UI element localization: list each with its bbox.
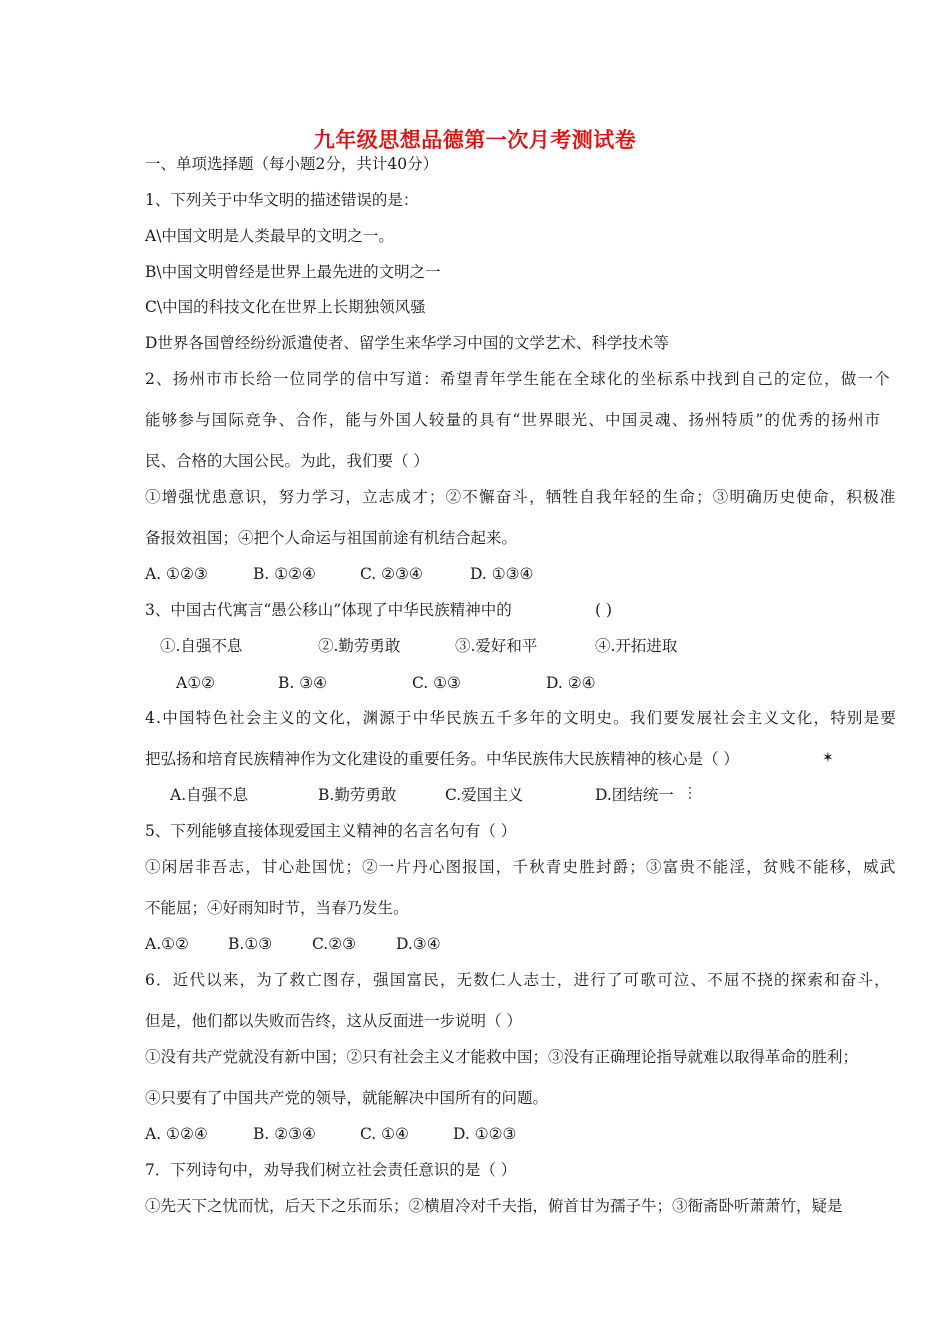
- q5-option-d: D.③④: [396, 935, 441, 953]
- q5-option-a: A.①②: [145, 935, 189, 953]
- q6-line-1: 6．近代以来，为了救亡图存，强国富民，无数仁人志士，进行了可歌可泣、不屈不挠的探索和奋斗，: [145, 971, 891, 989]
- q2-line-2: 能够参与国际竞争、合作，能与外国人较量的具有“世界眼光、中国灵魂、扬州特质”的优秀的扬州市: [145, 411, 882, 429]
- q3-stem: 3、中国古代寓言“愚公移山”体现了中华民族精神中的: [145, 601, 512, 619]
- q3-option-c: C. ①③: [412, 674, 461, 692]
- q3-item-1: ①.自强不息: [160, 637, 243, 655]
- q5-line-1: ①闲居非吾志，甘心赴国忧；②一片丹心图报国，千秋青史胜封爵；③富贵不能淫，贫贱不能移，威武: [145, 858, 897, 876]
- q4-option-c: C.爱国主义: [445, 786, 524, 804]
- stray-mark-icon: ✶: [822, 750, 834, 766]
- q3-item-3: ③.爱好和平: [455, 637, 538, 655]
- q4-line-1: 4.中国特色社会主义的文化，渊源于中华民族五千多年的文明史。我们要发展社会主义文化，特别是要: [145, 709, 897, 727]
- q3-option-d: D. ②④: [546, 674, 596, 692]
- q4-option-a: A.自强不息: [170, 786, 249, 804]
- q2-line-5: 备报效祖国；④把个人命运与祖国前途有机结合起来。: [145, 529, 518, 547]
- q6-line-2: 但是，他们都以失败而告终，这从反面进一步说明（ ）: [145, 1012, 522, 1030]
- section-heading: 一、单项选择题（每小题2分，共计40分）: [145, 155, 439, 173]
- q2-option-b: B. ①②④: [253, 565, 316, 583]
- q2-line-3: 民、合格的大国公民。为此，我们要（ ）: [145, 452, 429, 470]
- q6-option-a: A. ①②④: [145, 1125, 208, 1143]
- q5-option-b: B.①③: [228, 935, 273, 953]
- q2-option-a: A. ①②③: [145, 565, 208, 583]
- q7-stem: 7．下列诗句中，劝导我们树立社会责任意识的是（ ）: [145, 1161, 517, 1179]
- q3-item-4: ④.开拓进取: [595, 637, 678, 655]
- q1-option-a: A\中国文明是人类最早的文明之一。: [145, 227, 394, 245]
- q6-line-3: ①没有共产党就没有新中国；②只有社会主义才能救中国；③没有正确理论指导就难以取得革命的胜利；: [145, 1048, 859, 1066]
- q1-option-d: D世界各国曾经纷纷派遣使者、留学生来华学习中国的文学艺术、科学技术等: [145, 334, 669, 352]
- q5-option-c: C.②③: [312, 935, 357, 953]
- stray-dots-icon: ⋮: [683, 785, 697, 801]
- q6-option-d: D. ①②③: [453, 1125, 517, 1143]
- q6-option-c: C. ①④: [360, 1125, 409, 1143]
- q4-line-2: 把弘扬和培育民族精神作为文化建设的重要任务。中华民族伟大民族精神的核心是（ ）: [145, 750, 739, 768]
- exam-title: 九年级思想品德第一次月考测试卷: [313, 127, 637, 152]
- q2-line-1: 2、扬州市市长给一位同学的信中写道：希望青年学生能在全球化的坐标系中找到自己的定位，做一个: [145, 370, 891, 388]
- q3-answer-paren: ( ): [595, 601, 613, 619]
- q2-option-c: C. ②③④: [360, 565, 423, 583]
- q6-line-4: ④只要有了中国共产党的领导，就能解决中国所有的问题。: [145, 1089, 549, 1107]
- q1-option-c: C\中国的科技文化在世界上长期独领风骚: [145, 298, 426, 316]
- q2-option-d: D. ①③④: [470, 565, 534, 583]
- q4-option-b: B.勤劳勇敢: [318, 786, 397, 804]
- q4-option-d: D.团结统一: [595, 786, 674, 804]
- q2-line-4: ①增强忧患意识，努力学习，立志成才；②不懈奋斗，牺牲自我年轻的生命；③明确历史使命，积极准: [145, 488, 897, 506]
- q3-option-a: A①②: [176, 674, 215, 692]
- q6-option-b: B. ②③④: [253, 1125, 316, 1143]
- q1-stem: 1、下列关于中华文明的描述错误的是：: [145, 191, 419, 209]
- q7-line-1: ①先天下之忧而忧，后天下之乐而乐；②横眉冷对千夫指，俯首甘为孺子牛；③衙斋卧听萧萧竹，疑是: [145, 1197, 843, 1215]
- q3-item-2: ②.勤劳勇敢: [318, 637, 401, 655]
- q3-option-b: B. ③④: [278, 674, 328, 692]
- q1-option-b: B\中国文明曾经是世界上最先进的文明之一: [145, 263, 441, 281]
- q5-stem: 5、下列能够直接体现爱国主义精神的名言名句有（ ）: [145, 822, 517, 840]
- q5-line-2: 不能屈；④好雨知时节，当春乃发生。: [145, 899, 409, 917]
